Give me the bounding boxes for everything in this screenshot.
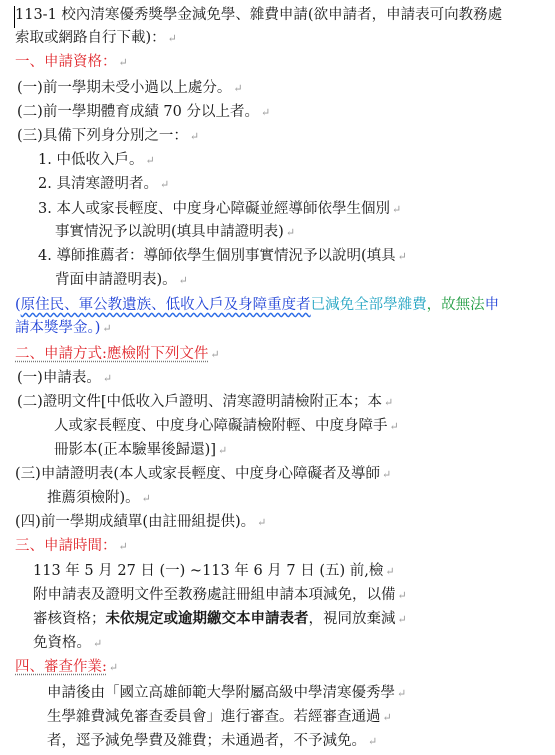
paragraph-mark-icon: ↵: [145, 154, 155, 167]
s3-line-4: 免資格。 ↵: [33, 635, 103, 651]
s1-item-3: (三)具備下列身分別之一： ↵: [17, 128, 200, 144]
s2-item-4: (四)前一學期成績單(由註冊組提供)。 ↵: [15, 514, 267, 530]
paragraph-mark-icon: ↵: [260, 106, 271, 119]
paragraph-mark-icon: ↵: [385, 565, 395, 578]
paragraph-mark-icon: ↵: [397, 687, 407, 700]
s4-line-1: 申請後由「國立高雄師範大學附屬高級中學清寒優秀學 ↵: [47, 685, 407, 701]
s2-item-1: (一)申請表。 ↵: [17, 370, 113, 386]
s4-line-3: 者，逕予減免學費及雜費；未通過者，不予減免。 ↵: [47, 733, 378, 749]
paragraph-mark-icon: ↵: [381, 468, 392, 481]
paragraph-mark-icon: ↵: [397, 589, 407, 602]
paragraph-mark-icon: ↵: [397, 613, 407, 626]
paragraph-mark-icon: ↵: [217, 444, 228, 457]
paragraph-mark-icon: ↵: [102, 372, 113, 385]
s1-sub-3b: 事實情況予以說明(填具申請證明表) ↵: [55, 224, 296, 240]
note-indigenous-text: 原住民、軍公教遺族、低收入戶及身障重度者: [20, 297, 311, 313]
s3-line-3: 審核資格；未依規定或逾期繳交本申請表者，視同放棄減 ↵: [33, 610, 407, 627]
paragraph-mark-icon: ↵: [382, 711, 392, 724]
paragraph-mark-icon: ↵: [285, 226, 296, 239]
paragraph-mark-icon: ↵: [189, 130, 200, 143]
s3-line-2: 附申請表及證明文件至教務處註冊組申請本項減免，以備 ↵: [33, 587, 407, 603]
paragraph-mark-icon: ↵: [159, 178, 170, 191]
s1-sub-3a: 3. 本人或家長輕度、中度身心障礙並經導師依學生個別 ↵: [38, 201, 402, 217]
paragraph-mark-icon: ↵: [102, 322, 112, 335]
s2-item-2c: 冊影本(正本驗畢後歸還)] ↵: [54, 442, 228, 458]
paragraph-mark-icon: ↵: [397, 250, 407, 263]
paragraph-mark-icon: ↵: [118, 540, 128, 553]
s2-item-3b: 推薦須檢附)。 ↵: [47, 490, 151, 506]
s1-sub-4b: 背面申請證明表)。 ↵: [55, 272, 188, 288]
paragraph-mark-icon: ↵: [383, 396, 394, 409]
paragraph-mark-icon: ↵: [210, 348, 220, 361]
s1-item-2: (二)前一學期體育成績 70 分以上者。 ↵: [17, 104, 271, 120]
paragraph-mark-icon: ↵: [167, 32, 177, 45]
header-line-1: 113-1 校內清寒優秀獎學金減免學、雜費申請(欲申請者，申請表可向教務處: [15, 7, 503, 23]
paragraph-mark-icon: ↵: [233, 82, 243, 95]
paragraph-mark-icon: ↵: [389, 420, 399, 433]
paragraph-mark-icon: ↵: [118, 56, 128, 69]
s1-sub-1: 1. 中低收入戶。 ↵: [38, 152, 155, 168]
s4-line-2: 生學雜費減免審查委員會」進行審查。若經審查通過 ↵: [47, 709, 392, 725]
paragraph-mark-icon: ↵: [108, 661, 119, 674]
section-1-title: 一、申請資格： ↵: [15, 54, 128, 70]
paragraph-mark-icon: ↵: [93, 637, 103, 650]
paragraph-mark-icon: ↵: [368, 735, 378, 748]
paragraph-mark-icon: ↵: [178, 274, 188, 287]
s1-note-line-2: 請本獎學金。) ↵: [15, 320, 112, 336]
s2-item-3a: (三)申請證明表(本人或家長輕度、中度身心障礙者及導師 ↵: [15, 466, 392, 482]
s1-note-line-1: (原住民、軍公教遺族、低收入戶及身障重度者已減免全部學雜費，故無法申: [15, 297, 500, 313]
s1-item-1: (一)前一學期未受小過以上處分。 ↵: [17, 80, 243, 96]
header-line-2: 索取或網路自行下載)： ↵: [15, 30, 177, 46]
paragraph-mark-icon: ↵: [391, 203, 402, 216]
paragraph-mark-icon: ↵: [257, 516, 267, 529]
s1-sub-4a: 4. 導師推薦者：導師依學生個別事實情況予以說明(填具 ↵: [38, 248, 407, 264]
section-2-title: 二、申請方式:應檢附下列文件 ↵: [15, 346, 220, 362]
s2-item-2a: (二)證明文件[中低收入戶證明、清寒證明請檢附正本；本 ↵: [17, 394, 394, 410]
s2-item-2b: 人或家長輕度、中度身心障礙請檢附輕、中度身障手 ↵: [54, 418, 399, 434]
s1-sub-2: 2. 具清寒證明者。 ↵: [38, 176, 170, 192]
section-4-title: 四、審查作業: ↵: [15, 659, 119, 675]
paragraph-mark-icon: ↵: [141, 492, 151, 505]
section-3-title: 三、申請時間： ↵: [15, 538, 128, 554]
s3-line-1: 113 年 5 月 27 日 (一) ~113 年 6 月 7 日 (五) 前,檢 ↵: [33, 563, 395, 579]
